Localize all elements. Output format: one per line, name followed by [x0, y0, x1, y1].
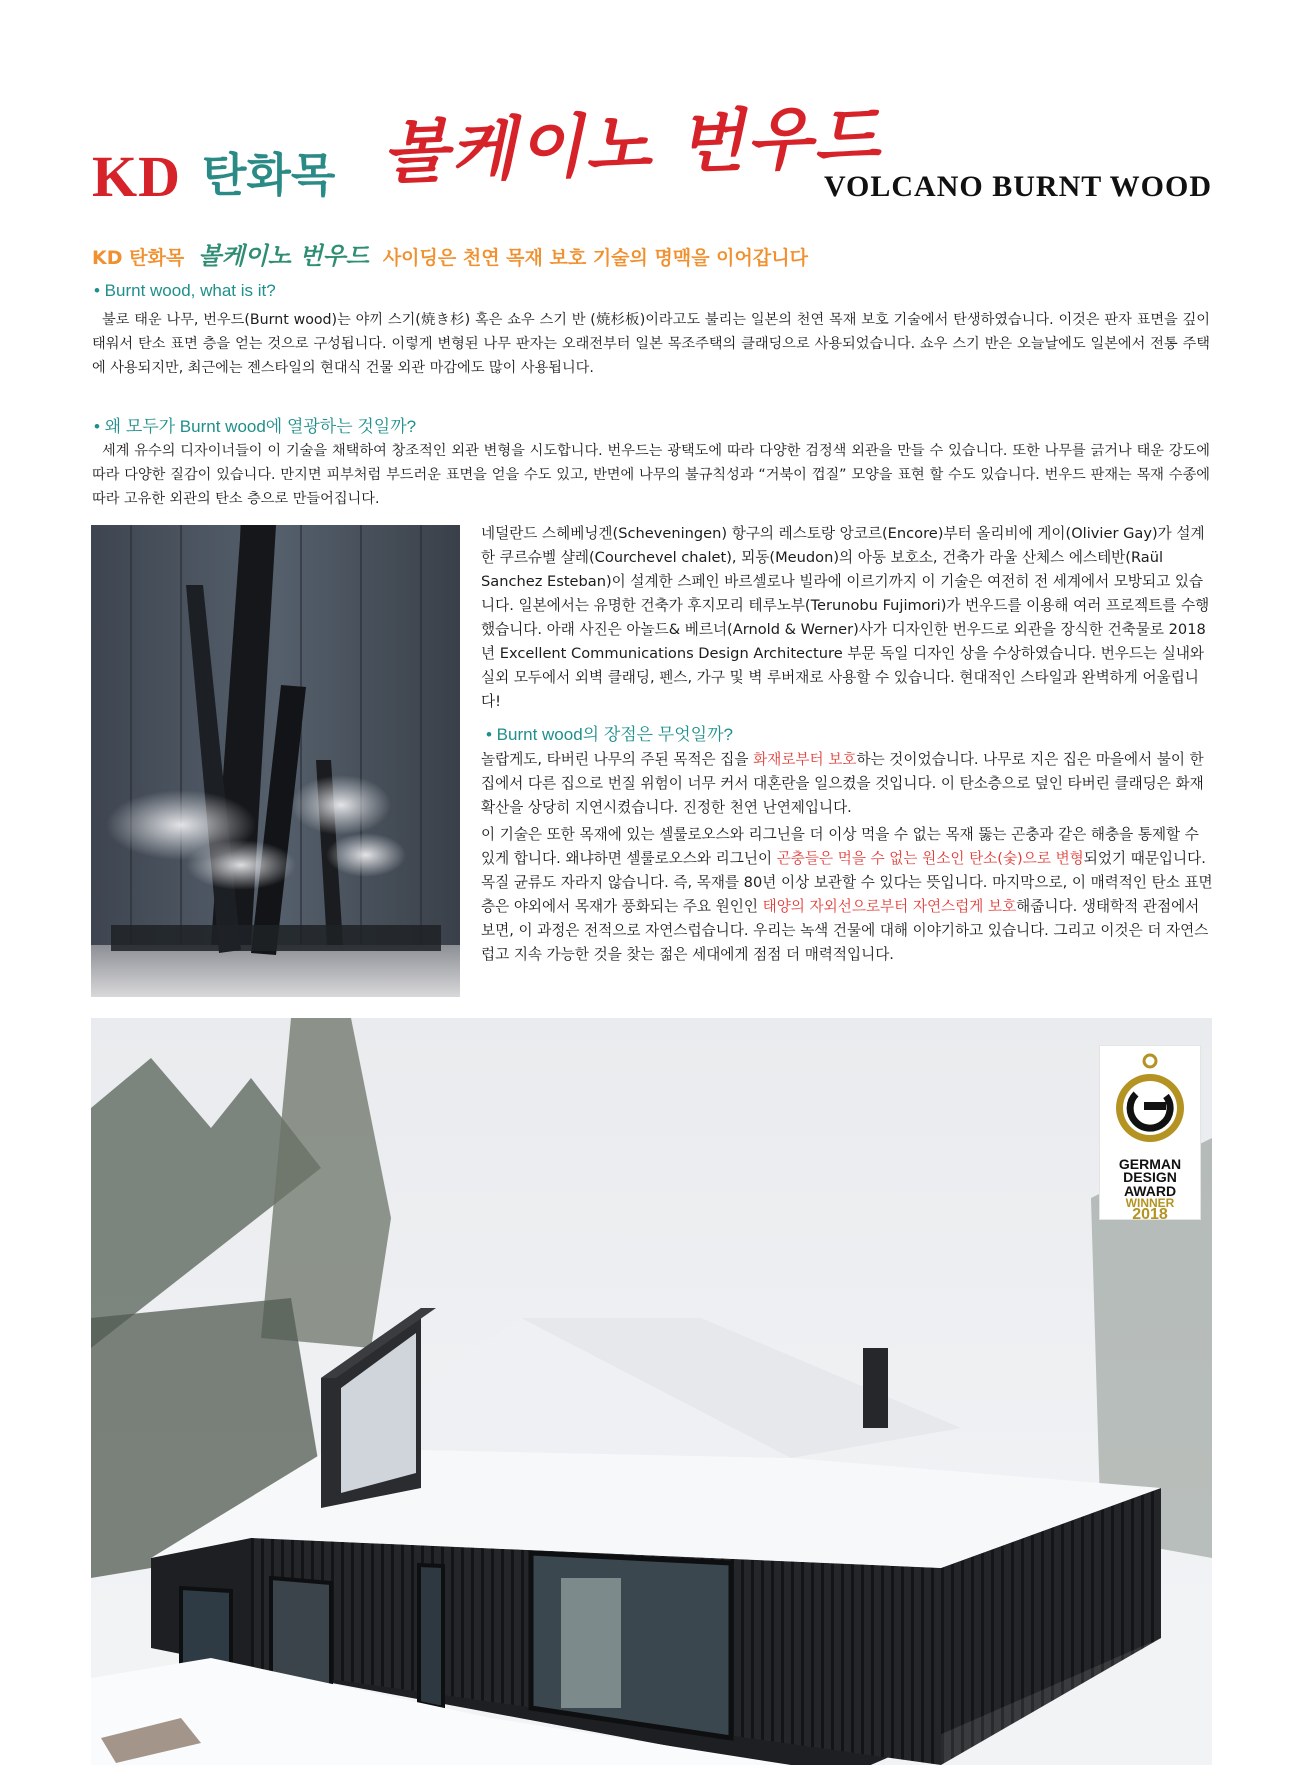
section-body-why: 세계 유수의 디자이너들이 이 기술을 채택하여 창조적인 외관 변형을 시도합니다. 번우드는 광택도에 따라 다양한 검정색 외관을 만들 수 있습니다. 또한 나무를 긁거나 태운 강도에 따라 다양한 질감이 있습니다. 만지면 피부처럼 부드러운 표면을 얻을 수도 있고, 반면에 나무의 불규칙성과 “거북이 껍질” 모양을 표현 할 수도 있습니다. 번우드 판재는 목재 수종에 따라 고유한 외관의 탄소 층으로 만들어집니다.: [92, 443, 1210, 507]
award-medal-icon: [1100, 1046, 1200, 1156]
script-title: 볼케이노 번우드: [380, 97, 883, 194]
adv2-highlight-uv: 태양의 자외선으로부터 자연스럽게 보호: [762, 898, 1017, 915]
adv1-highlight-fire: 화재로부터 보호: [753, 751, 857, 768]
product-name: 탄화목: [202, 148, 336, 202]
section-heading-advantages: • Burnt wood의 장점은 무엇일까?: [486, 725, 733, 744]
section-body-advantages-2: [481, 823, 1213, 967]
house-photo: [91, 1018, 1212, 1765]
section-body-advantages-1: [481, 748, 1213, 820]
subtitle-script: 볼케이노 번우드: [198, 242, 369, 270]
page-header: [92, 97, 1212, 222]
adv2-text-b: 되었기 때문입니다. 목질 균류도 자라지 않습니다. 즉, 목재를 80년 이상 보관할 수 있다는 뜻입니다. 마지막으로, 이 매력적인 탄소 표면층은 야외에서 목재가 풍화되는 주요 원인인: [481, 850, 1213, 915]
adv2-text-a: 이 기술은 또한 목재에 있는 셀룰로오스와 리그닌을 더 이상 먹을 수 없는 목재 뚫는 곤충과 같은 해충을 통제할 수 있게 합니다. 왜냐하면 셀룰로오스와 리그닌이: [481, 826, 1199, 867]
title-english: VOLCANO BURNT WOOD: [823, 170, 1212, 203]
page-subtitle: [92, 236, 1212, 276]
adv2-highlight-carbon: 곤충들은 먹을 수 없는 원소인 탄소(숯)으로 변형: [776, 850, 1084, 867]
award-line3: AWARD: [1123, 1183, 1177, 1199]
section-body-what: 불로 태운 나무, 번우드(Burnt wood)는 야끼 스기(焼き杉) 혹은 쇼우 스기 반 (焼杉板)이라고도 불리는 일본의 천연 목재 보호 기술에서 탄생하였습니다. 이것은 판자 표면을 깊이 태워서 탄소 표면 층을 얻는 것으로 구성됩니다. 이렇게 변형된 나무 판자는 오래전부터 일본 목조주택의 클래딩으로 사용되었습니다. 쇼우 스기 반은 오늘날에도 일본에서 전통 주택에 사용되지만, 최근에는 젠스타일의 현대식 건물 외관 마감에도 많이 사용됩니다.: [92, 312, 1210, 376]
burnt-wood-photo: [91, 525, 460, 997]
award-line1: GERMAN: [1118, 1156, 1182, 1172]
subtitle-text: 사이딩은 천연 목재 보호 기술의 명맥을 이어갑니다: [382, 247, 808, 269]
section-body-projects: 네덜란드 스헤베닝겐(Scheveningen) 항구의 레스토랑 앙코르(Encore)부터 올리비에 게이(Olivier Gay)가 설계한 쿠르슈벨 샬레(Courchevel chalet), 뫼동(Meudon)의 아동 보호소, 건축가 라울 산체스 에스테반(Raül Sanchez Esteban)이 설계한 스페인 바르셀로나 빌라에 이르기까지 이 기술은 여전히 전 세계에서 모방되고 있습니다. 일본에서는 유명한 건축가 후지모리 테루노부(Terunobu Fujimori)가 번우드를 이용해 여러 프로젝트를 수행했습니다. 아래 사진은 아놀드& 베르너(Arnold & Werner)사가 디자인한 번우드로 외관을 장식한 건축물로 2018년 Excellent Communications Design Architecture 부문 독일 디자인 상을 수상하였습니다. 번우드는 실내와 실외 모두에서 외벽 클래딩, 펜스, 가구 및 벽 루버재로 사용할 수 있습니다. 현대적인 스타일과 완벽하게 어울립니다!: [481, 525, 1210, 710]
brand-logo-kd: KD: [92, 144, 181, 209]
subtitle-brand: KD 탄화목: [92, 247, 185, 269]
house-illustration: [91, 1018, 1212, 1765]
burnt-wood-illustration: [91, 525, 460, 997]
adv1-text-a: 놀랍게도, 타버린 나무의 주된 목적은 집을: [481, 751, 754, 768]
award-year: 2018: [1132, 1206, 1168, 1223]
german-design-award-badge: [1099, 1045, 1201, 1223]
award-line2: DESIGN: [1123, 1169, 1177, 1185]
section-heading-what: • Burnt wood, what is it?: [94, 281, 276, 300]
section-heading-why: • 왜 모두가 Burnt wood에 열광하는 것일까?: [94, 417, 417, 436]
adv2-text-c: 해줍니다. 생태학적 관점에서 보면, 이 과정은 전적으로 자연스럽습니다. 우리는 녹색 건물에 대해 이야기하고 있습니다. 그리고 이것은 더 자연스럽고 지속 가능한 것을 찾는 젊은 세대에게 점점 더 매력적입니다.: [481, 898, 1209, 963]
adv1-text-b: 하는 것이었습니다. 나무로 지은 집은 마을에서 불이 한 집에서 다른 집으로 번질 위험이 너무 커서 대혼란을 일으켰을 것입니다. 이 탄소층으로 덮인 타버린 클래딩은 화재 확산을 상당히 지연시켰습니다. 진정한 천연 난연제입니다.: [481, 751, 1204, 816]
award-line4: WINNER: [1125, 1196, 1175, 1210]
